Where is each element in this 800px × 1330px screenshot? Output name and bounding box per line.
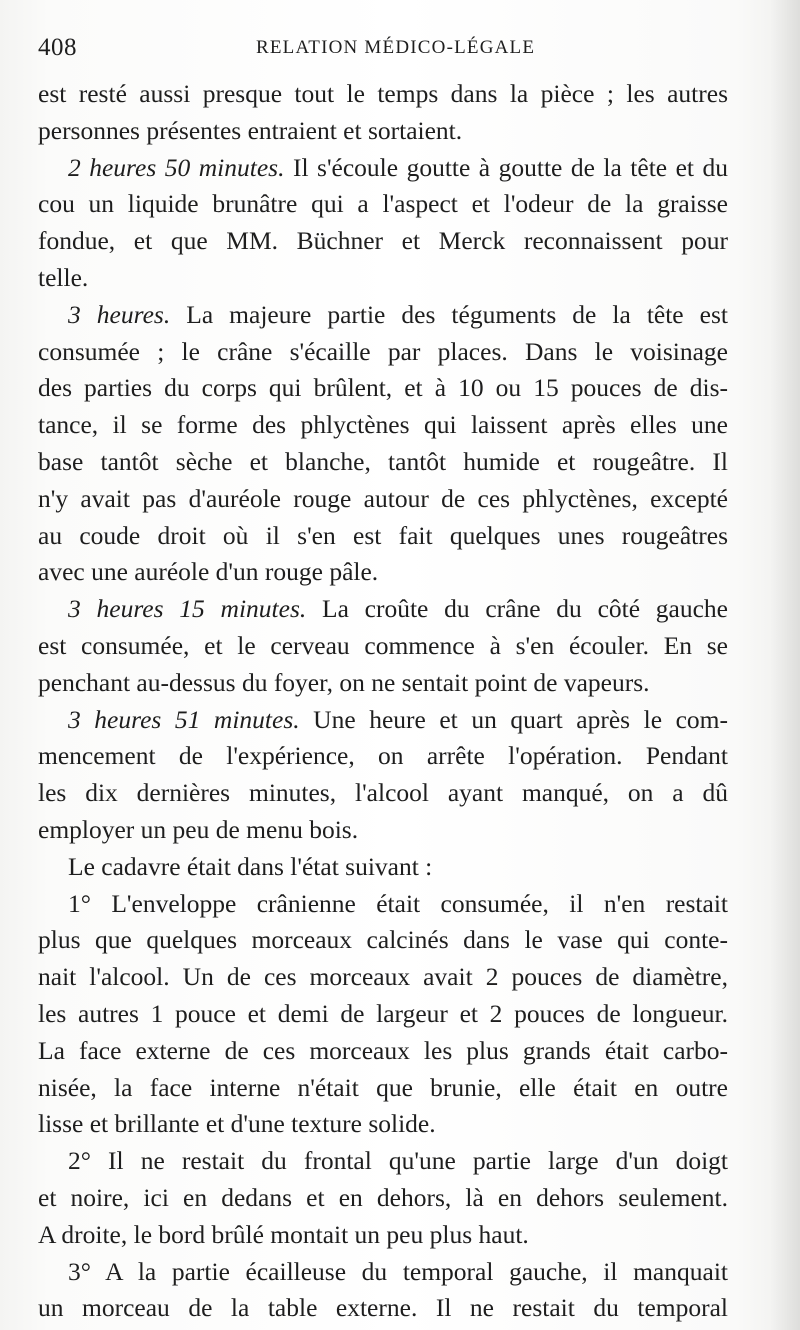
text-line: base tantôt sèche et blanche, tantôt humide et rougeâtre. Il <box>38 446 728 476</box>
text-line: est consumée, et le cerveau commence à s'en écouler. En se <box>38 630 728 660</box>
text-line: 1° L'enveloppe crânienne était consumée, il n'en restait <box>68 888 728 918</box>
text-line: des parties du corps qui brûlent, et à 10 ou 15 pouces de dis- <box>38 373 728 403</box>
text-line: 3° A la partie écailleuse du temporal gauche, il manquait <box>68 1256 728 1286</box>
text-line: plus que quelques morceaux calcinés dans le vase qui conte- <box>38 925 728 955</box>
text-line: La face externe de ces morceaux les plus grands était carbo- <box>38 1035 728 1065</box>
text-line: employer un peu de menu bois. <box>38 814 359 844</box>
text-line: tance, il se forme des phlyctènes qui laissent après elles une <box>38 410 728 440</box>
text-line: et noire, ici en dedans et en dehors, là en dehors seulement. <box>38 1182 728 1212</box>
page-edge-shadow <box>770 0 800 1330</box>
text-line: nait l'alcool. Un de ces morceaux avait 2 pouces de diamètre, <box>38 962 728 992</box>
text-line: Le cadavre était dans l'état suivant : <box>68 851 433 881</box>
text-line: consumée ; le crâne s'écaille par places. Dans le voisinage <box>38 336 728 366</box>
text-line-rest: La croûte du crâne du côté gauche <box>306 594 728 624</box>
running-title: RELATION MÉDICO-LÉGALE <box>256 37 536 58</box>
text-line: est resté aussi presque tout le temps dans la pièce ; les autres <box>38 79 728 108</box>
text-line: un morceau de la table externe. Il ne restait du temporal <box>38 1293 728 1323</box>
text-line-rest: Il s'écoule goutte à goutte de la tête et du <box>284 152 728 182</box>
text-line: les dix dernières minutes, l'alcool ayant manqué, on a dû <box>38 778 728 808</box>
text-line: au coude droit où il s'en est fait quelques unes rougeâtres <box>38 520 728 550</box>
time-heading: 3 heures. <box>68 299 171 329</box>
text-line: n'y avait pas d'auréole rouge autour de ces phlyctènes, excepté <box>38 483 728 513</box>
page-number: 408 <box>38 34 77 61</box>
text-line: personnes présentes entraient et sortaient. <box>38 115 463 145</box>
text-line: lisse et brillante et d'une texture solide. <box>38 1109 436 1139</box>
text-line: telle. <box>38 262 89 292</box>
text-line: fondue, et que MM. Büchner et Merck reconnaissent pour <box>38 226 728 256</box>
body-text <box>38 76 728 1327</box>
text-line: mencement de l'expérience, on arrête l'opération. Pendant <box>38 741 728 771</box>
text-line-rest: La majeure partie des téguments de la tête est <box>170 299 728 329</box>
running-head <box>38 34 728 64</box>
text-line: A droite, le bord brûlé montait un peu plus haut. <box>38 1219 529 1249</box>
text-line: avec une auréole d'un rouge pâle. <box>38 557 379 587</box>
text-line: penchant au-dessus du foyer, on ne sentait point de vapeurs. <box>38 667 650 697</box>
text-line <box>38 150 728 187</box>
time-heading: 3 heures 51 minutes. <box>68 704 300 734</box>
time-heading: 2 heures 50 minutes. <box>68 152 285 182</box>
text-line <box>38 702 728 739</box>
time-heading: 3 heures 15 minutes. <box>68 594 307 624</box>
text-line <box>38 591 728 628</box>
text-line <box>38 297 728 334</box>
text-line: les autres 1 pouce et demi de largeur et 2 pouces de longueur. <box>38 998 728 1028</box>
text-line: cou un liquide brunâtre qui a l'aspect et l'odeur de la graisse <box>38 189 728 219</box>
text-line: nisée, la face interne n'était que brunie, elle était en outre <box>38 1072 728 1102</box>
text-line-rest: Une heure et un quart après le com- <box>299 704 728 734</box>
text-line: 2° Il ne restait du frontal qu'une partie large d'un doigt <box>68 1146 728 1176</box>
